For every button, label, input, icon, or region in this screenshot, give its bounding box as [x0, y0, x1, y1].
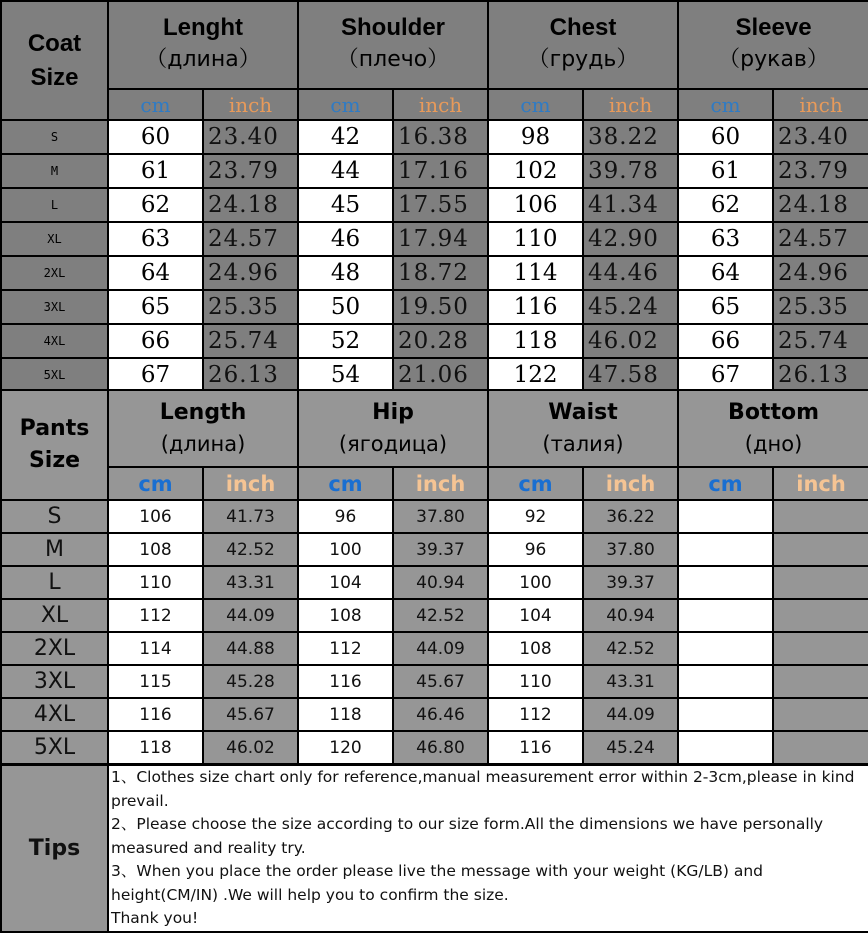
column-title: Waist [548, 399, 618, 425]
inch-value: 43.31 [583, 665, 678, 698]
cm-value [678, 632, 773, 665]
cm-value: 118 [108, 731, 203, 764]
column-title: Length [159, 399, 247, 425]
cm-value: 98 [488, 120, 583, 154]
unit-cm: cm [488, 89, 583, 120]
size-label: 4XL [1, 698, 108, 731]
size-label: L [1, 188, 108, 222]
column-title: Lenght [163, 14, 243, 41]
unit-inch: inch [583, 467, 678, 500]
table-row [1, 599, 868, 632]
inch-value: 45.67 [393, 665, 488, 698]
pants-column-header-bottom [678, 390, 868, 467]
column-title: Shoulder [341, 14, 446, 41]
table-row [1, 665, 868, 698]
size-label: 5XL [1, 731, 108, 764]
table-row [1, 290, 868, 324]
cm-value: 112 [488, 698, 583, 731]
coat-column-header-chest [488, 1, 678, 89]
inch-value: 25.74 [773, 324, 868, 358]
inch-value: 46.02 [583, 324, 678, 358]
inch-value: 21.06 [393, 358, 488, 392]
inch-value: 25.35 [203, 290, 298, 324]
cm-value: 67 [108, 358, 203, 392]
cm-value: 122 [488, 358, 583, 392]
inch-value: 26.13 [203, 358, 298, 392]
inch-value: 18.72 [393, 256, 488, 290]
cm-value: 100 [488, 566, 583, 599]
inch-value: 24.18 [203, 188, 298, 222]
inch-value: 42.52 [393, 599, 488, 632]
cm-value: 110 [488, 222, 583, 256]
inch-value: 44.88 [203, 632, 298, 665]
cm-value: 61 [108, 154, 203, 188]
size-label: Size [30, 63, 79, 91]
coat-column-header-sleeve [678, 1, 868, 89]
unit-inch: inch [203, 467, 298, 500]
cm-value: 116 [298, 665, 393, 698]
cm-value [678, 665, 773, 698]
cm-value: 65 [108, 290, 203, 324]
cm-value: 102 [488, 154, 583, 188]
unit-inch: inch [773, 89, 868, 120]
unit-inch: inch [393, 89, 488, 120]
cm-value: 61 [678, 154, 773, 188]
inch-value: 37.80 [583, 533, 678, 566]
pants-column-header-length [108, 390, 298, 467]
cm-value: 66 [108, 324, 203, 358]
inch-value [773, 500, 868, 533]
inch-value: 23.79 [773, 154, 868, 188]
cm-value: 115 [108, 665, 203, 698]
cm-value: 62 [678, 188, 773, 222]
column-subtitle: （грудь） [527, 47, 639, 72]
inch-value: 45.28 [203, 665, 298, 698]
inch-value [773, 533, 868, 566]
size-label: S [1, 120, 108, 154]
unit-inch: inch [393, 467, 488, 500]
inch-value: 16.38 [393, 120, 488, 154]
cm-value: 110 [488, 665, 583, 698]
pants-column-header-hip [298, 390, 488, 467]
tip-line-3: 3、When you place the order please live the message with your weight (KG/LB) and height(CM/IN) .We will help you to confirm the size. [111, 862, 763, 904]
cm-value: 65 [678, 290, 773, 324]
table-row [1, 256, 868, 290]
table-row [1, 222, 868, 256]
inch-value: 39.37 [393, 533, 488, 566]
cm-value: 112 [298, 632, 393, 665]
size-label: 3XL [1, 290, 108, 324]
cm-value: 108 [298, 599, 393, 632]
cm-value: 120 [298, 731, 393, 764]
cm-value: 96 [298, 500, 393, 533]
inch-value: 46.46 [393, 698, 488, 731]
inch-value: 20.28 [393, 324, 488, 358]
inch-value: 41.34 [583, 188, 678, 222]
tips-body [108, 765, 868, 932]
cm-value: 92 [488, 500, 583, 533]
size-label: M [1, 154, 108, 188]
inch-value: 47.58 [583, 358, 678, 392]
inch-value: 25.35 [773, 290, 868, 324]
pants-size-corner-label [1, 390, 108, 500]
pants-table-body [1, 500, 868, 764]
pants-column-header-waist [488, 390, 678, 467]
inch-value: 45.24 [583, 731, 678, 764]
column-subtitle: （плечо） [336, 47, 450, 72]
column-title: Bottom [728, 399, 820, 425]
cm-value: 54 [298, 358, 393, 392]
inch-value [773, 632, 868, 665]
inch-value: 44.09 [203, 599, 298, 632]
inch-value: 42.90 [583, 222, 678, 256]
cm-value [678, 698, 773, 731]
inch-value: 23.40 [773, 120, 868, 154]
cm-value: 114 [488, 256, 583, 290]
inch-value: 44.46 [583, 256, 678, 290]
inch-value: 44.09 [583, 698, 678, 731]
size-label: 2XL [1, 256, 108, 290]
table-row [1, 324, 868, 358]
unit-cm: cm [298, 467, 393, 500]
cm-value: 60 [678, 120, 773, 154]
inch-value: 19.50 [393, 290, 488, 324]
unit-cm: cm [108, 467, 203, 500]
inch-value: 25.74 [203, 324, 298, 358]
cm-value: 45 [298, 188, 393, 222]
inch-value: 40.94 [583, 599, 678, 632]
cm-value: 112 [108, 599, 203, 632]
inch-value [773, 698, 868, 731]
inch-value: 23.40 [203, 120, 298, 154]
cm-value [678, 731, 773, 764]
column-subtitle: （рукав） [718, 47, 829, 72]
inch-value: 44.09 [393, 632, 488, 665]
cm-value: 100 [298, 533, 393, 566]
tip-line-2: 2、Please choose the size according to our size form.All the dimensions we have personally measured and reality try. [111, 815, 824, 857]
column-subtitle: (ягодица) [338, 431, 448, 456]
table-row [1, 566, 868, 599]
inch-value: 39.78 [583, 154, 678, 188]
inch-value: 42.52 [583, 632, 678, 665]
inch-value: 42.52 [203, 533, 298, 566]
inch-value: 46.80 [393, 731, 488, 764]
table-row [1, 698, 868, 731]
size-label: L [1, 566, 108, 599]
inch-value: 36.22 [583, 500, 678, 533]
size-label: Size [28, 448, 81, 473]
table-row [1, 188, 868, 222]
coat-column-header-shoulder [298, 1, 488, 89]
unit-cm: cm [678, 467, 773, 500]
column-title: Sleeve [735, 14, 812, 41]
inch-value: 46.02 [203, 731, 298, 764]
inch-value: 26.13 [773, 358, 868, 392]
inch-value: 24.96 [203, 256, 298, 290]
inch-value: 37.80 [393, 500, 488, 533]
column-subtitle: (талия) [542, 431, 624, 456]
inch-value: 24.18 [773, 188, 868, 222]
size-label: XL [1, 222, 108, 256]
pants-label: Pants [19, 416, 90, 441]
inch-value [773, 731, 868, 764]
size-label: S [1, 500, 108, 533]
table-row [1, 731, 868, 764]
cm-value: 60 [108, 120, 203, 154]
cm-value: 104 [298, 566, 393, 599]
cm-value: 48 [298, 256, 393, 290]
inch-value: 39.37 [583, 566, 678, 599]
inch-value: 43.31 [203, 566, 298, 599]
cm-value: 118 [488, 324, 583, 358]
cm-value [678, 566, 773, 599]
column-title: Hip [372, 399, 414, 425]
cm-value: 64 [108, 256, 203, 290]
size-label: 3XL [1, 665, 108, 698]
cm-value: 106 [108, 500, 203, 533]
cm-value: 52 [298, 324, 393, 358]
column-subtitle: (дно) [744, 431, 803, 456]
unit-cm: cm [488, 467, 583, 500]
coat-size-corner-label [1, 1, 108, 120]
table-row [1, 120, 868, 154]
inch-value: 41.73 [203, 500, 298, 533]
inch-value: 23.79 [203, 154, 298, 188]
cm-value: 62 [108, 188, 203, 222]
cm-value: 110 [108, 566, 203, 599]
cm-value: 50 [298, 290, 393, 324]
inch-value: 40.94 [393, 566, 488, 599]
table-row [1, 632, 868, 665]
cm-value: 46 [298, 222, 393, 256]
inch-value: 45.67 [203, 698, 298, 731]
table-row [1, 358, 868, 392]
unit-inch: inch [203, 89, 298, 120]
coat-column-header-length [108, 1, 298, 89]
inch-value: 17.94 [393, 222, 488, 256]
cm-value [678, 599, 773, 632]
inch-value: 17.55 [393, 188, 488, 222]
unit-cm: cm [108, 89, 203, 120]
cm-value: 42 [298, 120, 393, 154]
cm-value: 116 [108, 698, 203, 731]
cm-value: 63 [108, 222, 203, 256]
cm-value: 104 [488, 599, 583, 632]
unit-cm: cm [298, 89, 393, 120]
column-title: Chest [549, 14, 617, 41]
inch-value [773, 566, 868, 599]
cm-value: 108 [108, 533, 203, 566]
cm-value: 67 [678, 358, 773, 392]
cm-value: 106 [488, 188, 583, 222]
inch-value: 24.57 [773, 222, 868, 256]
cm-value [678, 500, 773, 533]
table-row [1, 154, 868, 188]
cm-value: 116 [488, 290, 583, 324]
inch-value: 24.96 [773, 256, 868, 290]
size-label: 5XL [1, 358, 108, 392]
inch-value: 24.57 [203, 222, 298, 256]
table-row [1, 533, 868, 566]
coat-size-table [0, 0, 868, 393]
coat-label: Coat [27, 29, 82, 57]
cm-value: 63 [678, 222, 773, 256]
cm-value [678, 533, 773, 566]
inch-value [773, 665, 868, 698]
size-label: 4XL [1, 324, 108, 358]
tip-thanks: Thank you! [111, 909, 199, 927]
tips-table [0, 764, 868, 933]
size-label: 2XL [1, 632, 108, 665]
tips-label: Tips [1, 765, 108, 932]
tip-line-1: 1、Clothes size chart only for reference,manual measurement error within 2-3cm,please in kind prevail. [111, 768, 855, 810]
unit-cm: cm [678, 89, 773, 120]
inch-value: 45.24 [583, 290, 678, 324]
cm-value: 118 [298, 698, 393, 731]
column-subtitle: (длина) [160, 431, 246, 456]
table-row [1, 500, 868, 533]
inch-value: 38.22 [583, 120, 678, 154]
cm-value: 44 [298, 154, 393, 188]
cm-value: 108 [488, 632, 583, 665]
coat-table-body [1, 120, 868, 392]
cm-value: 64 [678, 256, 773, 290]
cm-value: 114 [108, 632, 203, 665]
size-label: XL [1, 599, 108, 632]
inch-value [773, 599, 868, 632]
unit-inch: inch [583, 89, 678, 120]
unit-inch: inch [773, 467, 868, 500]
cm-value: 96 [488, 533, 583, 566]
pants-size-table [0, 389, 868, 765]
column-subtitle: （длина） [145, 47, 261, 72]
inch-value: 17.16 [393, 154, 488, 188]
cm-value: 66 [678, 324, 773, 358]
cm-value: 116 [488, 731, 583, 764]
size-label: M [1, 533, 108, 566]
